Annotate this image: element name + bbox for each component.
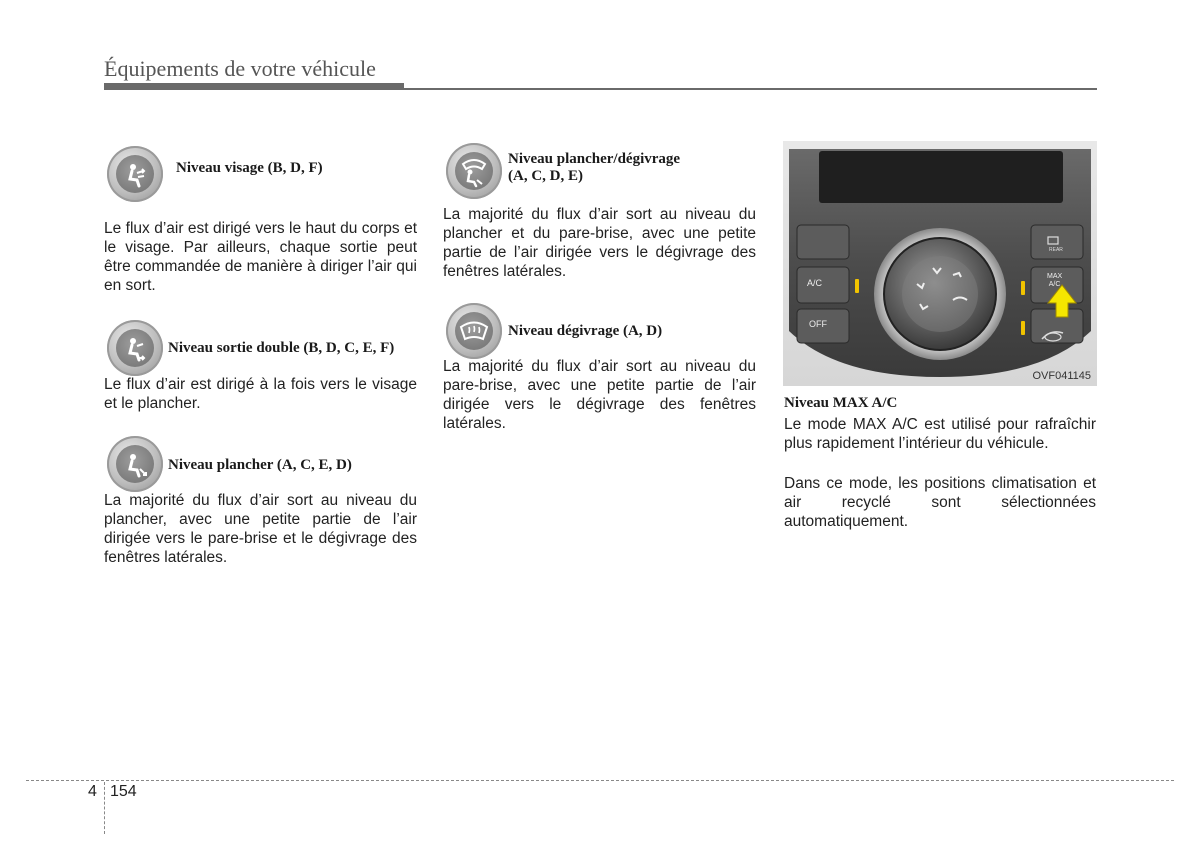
header-rule-thin xyxy=(104,88,1097,90)
chapter-number: 4 xyxy=(88,783,97,800)
mode-title-floor-defrost xyxy=(508,151,680,185)
mode-title-floor-defrost-line1: Niveau plancher/dégivrage xyxy=(508,151,681,167)
max-ac-title: Niveau MAX A/C xyxy=(784,395,898,411)
footer-dotted-rule xyxy=(26,780,1174,781)
page-header-title: Équipements de votre véhicule xyxy=(104,56,376,81)
off-button-label: OFF xyxy=(809,319,827,329)
mode-description-floor-defrost: La majorité du flux d’air sort au niveau du plancher et du pare-brise, avec une petite partie de l’air dirigée vers le dégivrage des fenêtres latérales. xyxy=(443,206,756,280)
mode-description-face: Le flux d’air est dirigé vers le haut du corps et le visage. Par ailleurs, chaque sortie peut être commandée de manière à diriger l’air qui en sort. xyxy=(104,220,417,294)
max-ac-auto-description: Dans ce mode, les positions climatisation et air recyclé sont sélectionnées automatiquement. xyxy=(784,475,1096,530)
max-ac-description: Le mode MAX A/C est utilisé pour rafraîchir plus rapidement l’intérieur du véhicule. xyxy=(784,416,1096,452)
mode-title-floor-defrost-line2: (A, C, D, E) xyxy=(508,168,583,184)
max-ac-label-line1: MAX xyxy=(1047,273,1063,280)
climate-control-panel-figure xyxy=(783,141,1097,386)
mode-title-face: Niveau visage (B, D, F) xyxy=(176,160,323,176)
mode-description-floor: La majorité du flux d’air sort au niveau du plancher, avec une petite partie de l’air dirigée vers le pare-brise et le dégivrage des fenêtres latérales. xyxy=(104,492,417,566)
mode-description-bi-level: Le flux d’air est dirigé à la fois vers le visage et le plancher. xyxy=(104,376,417,412)
floor-level-icon xyxy=(107,436,163,492)
mode-title-defrost: Niveau dégivrage (A, D) xyxy=(508,323,663,339)
ac-button-label: A/C xyxy=(807,278,823,288)
max-ac-label-line2: A/C xyxy=(1048,281,1061,288)
page-number: 154 xyxy=(110,783,137,800)
face-level-icon xyxy=(107,146,163,202)
defrost-level-icon xyxy=(446,303,502,359)
bi-level-icon xyxy=(107,320,163,376)
rear-defrost-button-label: REAR xyxy=(1049,247,1063,253)
figure-code: OVF041145 xyxy=(1032,370,1091,382)
footer-dotted-divider xyxy=(104,782,105,834)
mode-description-defrost: La majorité du flux d’air sort au niveau du pare-brise, avec une petite partie de l’air dirigée vers le dégivrage des fenêtres latérales. xyxy=(443,358,756,432)
floor-defrost-level-icon xyxy=(446,143,502,199)
max-ac-button-label xyxy=(1047,273,1062,289)
mode-title-bi-level: Niveau sortie double (B, D, C, E, F) xyxy=(168,340,395,356)
mode-title-floor: Niveau plancher (A, C, E, D) xyxy=(168,457,352,473)
